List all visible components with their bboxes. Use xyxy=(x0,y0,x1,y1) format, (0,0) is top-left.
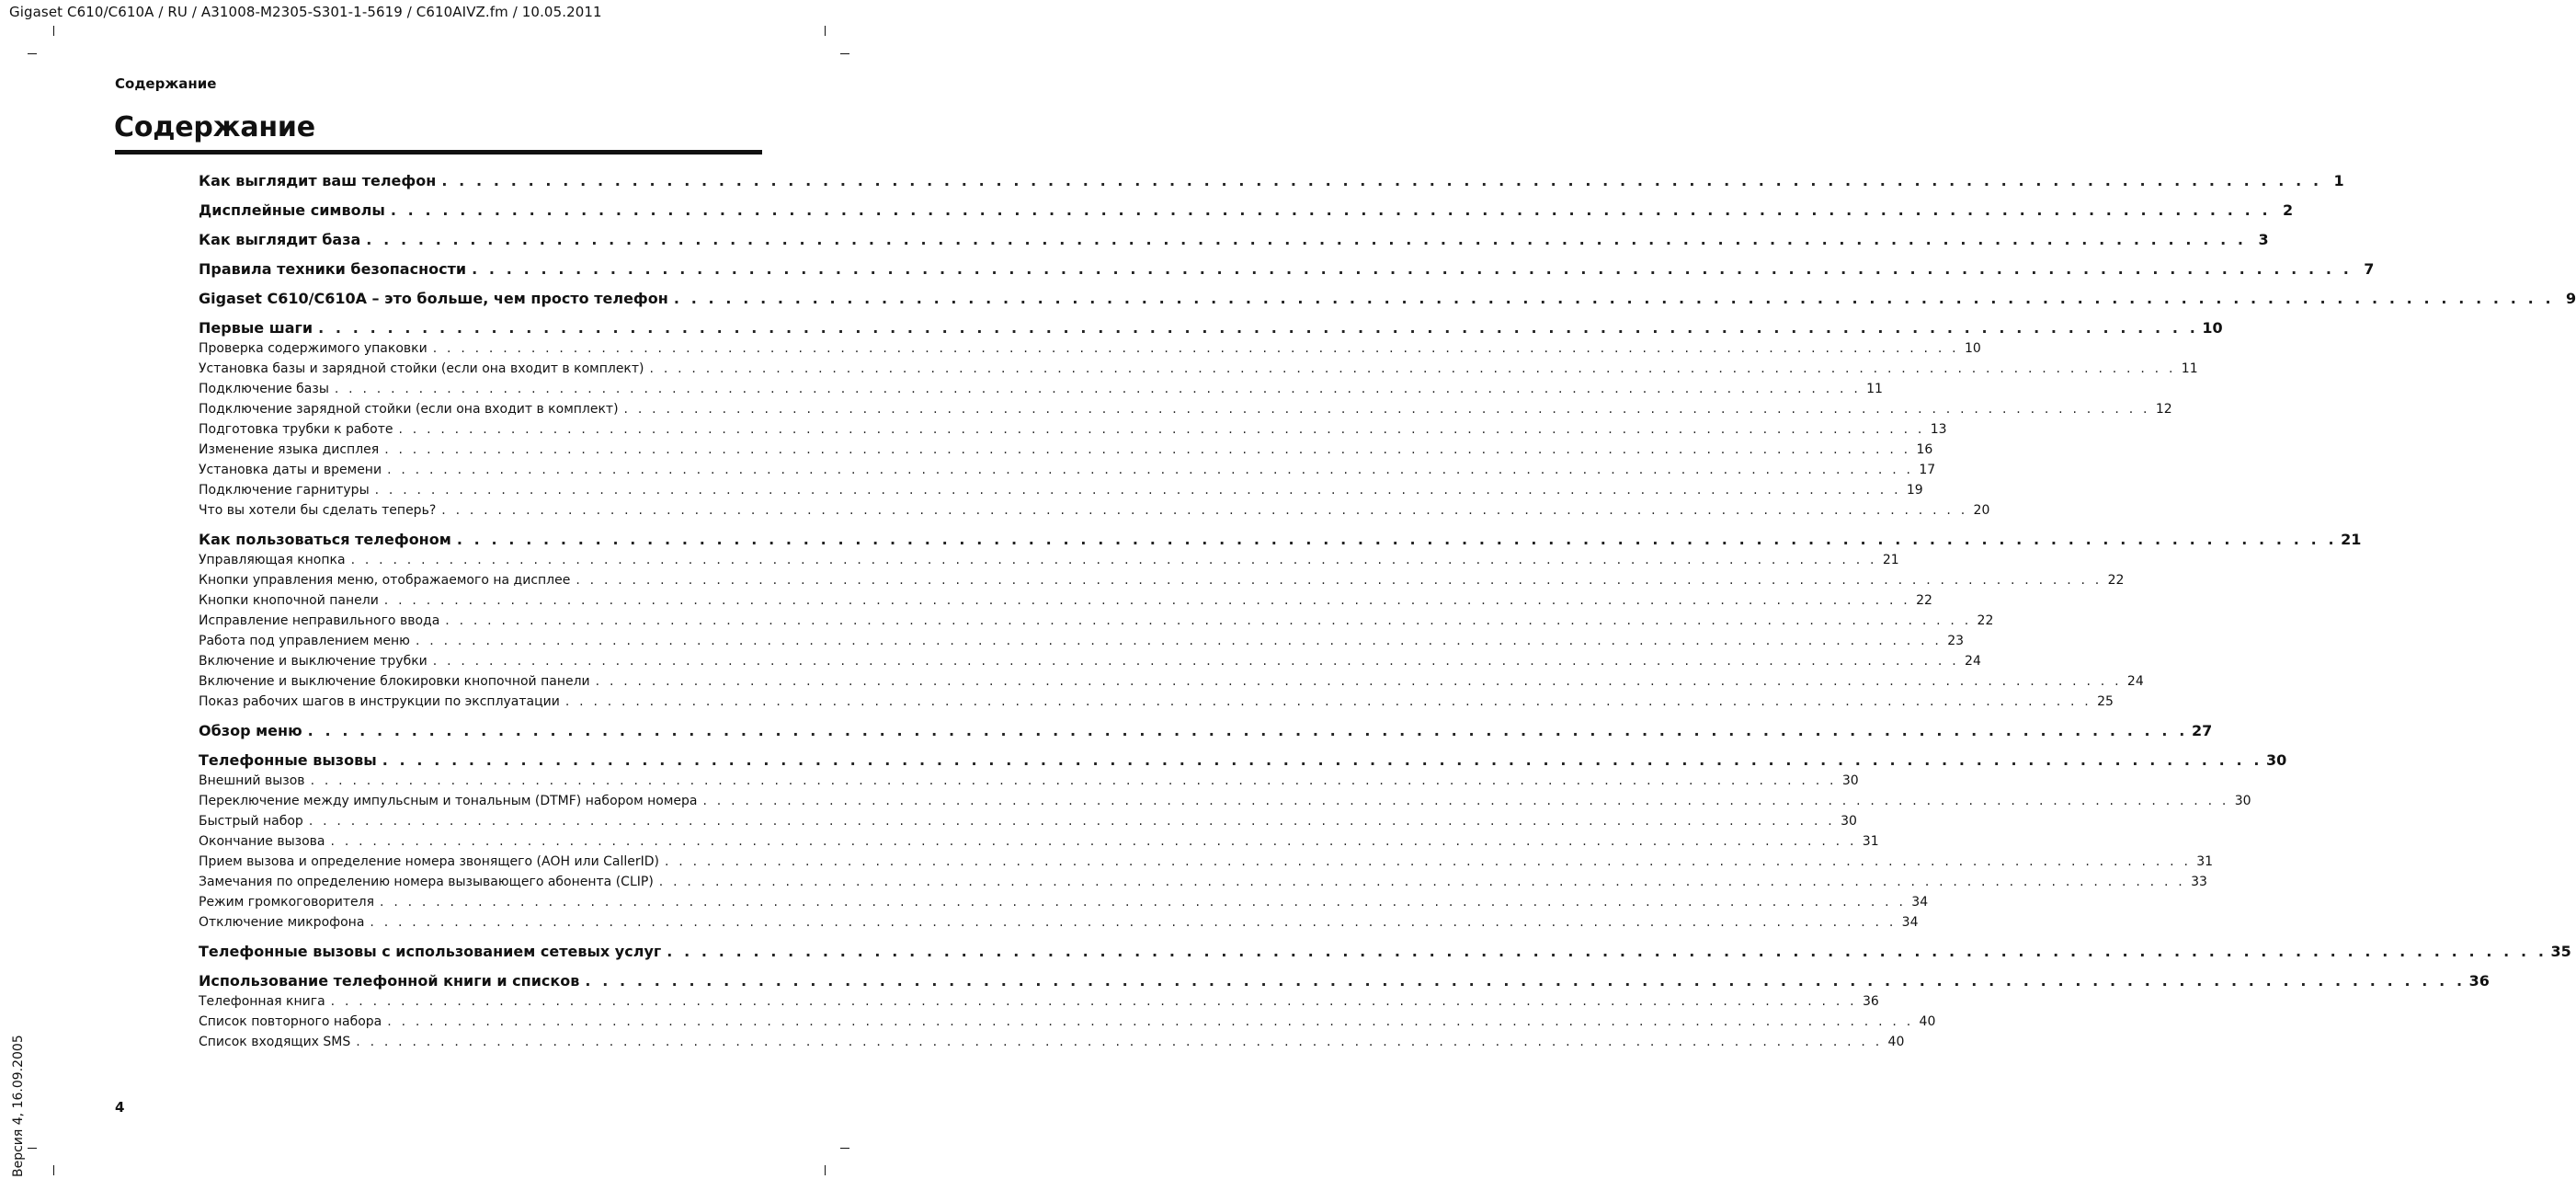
toc-section xyxy=(199,290,2576,312)
toc-entry[interactable] xyxy=(199,613,1994,634)
leader-dots: . . . . . . . . . . . . . . . . . . . . . . . . . . . . . . . . . . . . . . . . . . . . . . . . . . . . . . . . . . . . . . . . . . . . . . . . . . . . . . . . . . . . . . . . . . . . . . . . . . . . . . . . . . . . . xyxy=(387,463,1914,477)
file-info-header: Gigaset C610/C610A / RU / A31008-M2305-S301-1-5619 / C610AIVZ.fm / 10.05.2011 xyxy=(9,4,602,20)
version-stamp: Версия 4, 16.09.2005 xyxy=(11,1035,26,1177)
toc-entry-page: 24 xyxy=(1965,654,1981,669)
toc-chapter-page: 3 xyxy=(2258,231,2269,248)
leader-dots: . . . . . . . . . . . . . . . . . . . . . . . . . . . . . . . . . . . . . . . . . . . . . . . . . . . . . . . . . . . . . . . . . . . . . . . . . . . . . . . . . . . . . . . . . . . . . . . . . . . . . . . . . . . . . xyxy=(318,319,2199,337)
toc-section xyxy=(199,319,2223,523)
toc-chapter-title: Gigaset C610/C610A – это больше, чем просто телефон xyxy=(199,290,668,307)
leader-dots: . . . . . . . . . . . . . . . . . . . . . . . . . . . . . . . . . . . . . . . . . . . . . . . . . . . . . . . . . . . . . . . . . . . . . . . . . . . . . . . . . . . . . . . . . . . . . . . . . . . . . . . . . . . . . xyxy=(667,943,2548,960)
toc-entry-page: 25 xyxy=(2097,694,2114,709)
toc-chapter-page: 35 xyxy=(2550,943,2571,960)
toc-entry-page: 31 xyxy=(1862,834,1879,849)
leader-dots: . . . . . . . . . . . . . . . . . . . . . . . . . . . . . . . . . . . . . . . . . . . . . . . . . . . . . . . . . . . . . . . . . . . . . . . . . . . . . . . . . . . . . . . . . . . . . . . . . . . . . . . . . . . . . xyxy=(330,994,1857,1009)
leader-dots: . . . . . . . . . . . . . . . . . . . . . . . . . . . . . . . . . . . . . . . . . . . . . . . . . . . . . . . . . . . . . . . . . . . . . . . . . . . . . . . . . . . . . . . . . . . . . . . . . . . . . . . . . . . . . xyxy=(658,875,2185,889)
toc-entry-page: 19 xyxy=(1906,483,1923,498)
toc-entry-title: Включение и выключение трубки xyxy=(199,654,427,669)
toc-entry[interactable] xyxy=(199,442,1933,463)
toc-entry[interactable] xyxy=(199,593,1932,613)
toc-entry-page: 30 xyxy=(2234,794,2251,808)
leader-dots: . . . . . . . . . . . . . . . . . . . . . . . . . . . . . . . . . . . . . . . . . . . . . . . . . . . . . . . . . . . . . . . . . . . . . . . . . . . . . . . . . . . . . . . . . . . . . . . . . . . . . . . . . . . . . xyxy=(665,854,2192,869)
toc-entry-page: 36 xyxy=(1862,994,1879,1009)
toc-entry-title: Показ рабочих шагов в инструкции по эксплуатации xyxy=(199,694,560,709)
toc-entry-page: 12 xyxy=(2155,402,2172,417)
toc-chapter[interactable] xyxy=(199,531,2362,553)
toc-chapter[interactable] xyxy=(199,319,2223,341)
toc-entry-title: Быстрый набор xyxy=(199,814,303,829)
toc-entry[interactable] xyxy=(199,1014,1936,1035)
toc-chapter[interactable] xyxy=(199,231,2269,253)
toc-entry-title: Подключение зарядной стойки (если она входит в комплект) xyxy=(199,402,619,417)
toc-entry-page: 16 xyxy=(1916,442,1933,457)
toc-chapter-title: Телефонные вызовы xyxy=(199,751,377,769)
toc-entry[interactable] xyxy=(199,895,1929,915)
toc-entry-title: Прием вызова и определение номера звонящего (АОН или CallerID) xyxy=(199,854,659,869)
toc-entry-page: 34 xyxy=(1911,895,1929,910)
leader-dots: . . . . . . . . . . . . . . . . . . . . . . . . . . . . . . . . . . . . . . . . . . . . . . . . . . . . . . . . . . . . . . . . . . . . . . . . . . . . . . . . . . . . . . . . . . . . . . . . . . . . . . . . . . . . . xyxy=(456,531,2338,548)
leader-dots: . . . . . . . . . . . . . . . . . . . . . . . . . . . . . . . . . . . . . . . . . . . . . . . . . . . . . . . . . . . . . . . . . . . . . . . . . . . . . . . . . . . . . . . . . . . . . . . . . . . . . . . . . . . . . xyxy=(702,794,2229,808)
toc-entry[interactable] xyxy=(199,483,1923,503)
toc-entry-title: Внешний вызов xyxy=(199,773,305,788)
toc-chapter-title: Телефонные вызовы с использованием сетевых услуг xyxy=(199,943,662,960)
toc-entry[interactable] xyxy=(199,814,1857,834)
leader-dots: . . . . . . . . . . . . . . . . . . . . . . . . . . . . . . . . . . . . . . . . . . . . . . . . . . . . . . . . . . . . . . . . . . . . . . . . . . . . . . . . . . . . . . . . . . . . . . . . . . . . . . . . . . . . . xyxy=(585,972,2466,990)
leader-dots: . . . . . . . . . . . . . . . . . . . . . . . . . . . . . . . . . . . . . . . . . . . . . . . . . . . . . . . . . . . . . . . . . . . . . . . . . . . . . . . . . . . . . . . . . . . . . . . . . . . . . . . . . . . . . xyxy=(308,814,1835,829)
leader-dots: . . . . . . . . . . . . . . . . . . . . . . . . . . . . . . . . . . . . . . . . . . . . . . . . . . . . . . . . . . . . . . . . . . . . . . . . . . . . . . . . . . . . . . . . . . . . . . . . . . . . . . . . . . . . . xyxy=(415,634,1943,648)
toc-chapter[interactable] xyxy=(199,172,2344,194)
toc-entry-title: Проверка содержимого упаковки xyxy=(199,341,427,356)
toc-entry-title: Управляющая кнопка xyxy=(199,553,346,567)
toc-chapter[interactable] xyxy=(199,260,2375,282)
crop-mark xyxy=(53,26,54,36)
toc-entry[interactable] xyxy=(199,694,2114,715)
toc-entry-title: Установка базы и зарядной стойки (если она входит в комплект) xyxy=(199,361,644,376)
toc-entry[interactable] xyxy=(199,463,1936,483)
toc-entry[interactable] xyxy=(199,1035,1905,1055)
crop-mark xyxy=(840,1148,849,1149)
toc-entry-title: Подключение базы xyxy=(199,382,329,396)
toc-entry[interactable] xyxy=(199,341,1981,361)
leader-dots: . . . . . . . . . . . . . . . . . . . . . . . . . . . . . . . . . . . . . . . . . . . . . . . . . . . . . . . . . . . . . . . . . . . . . . . . . . . . . . . . . . . . . . . . . . . . . . . . . . . . . . . . . . . . . xyxy=(432,654,1959,669)
toc-entry[interactable] xyxy=(199,634,1965,654)
toc-entry-page: 34 xyxy=(1901,915,1919,930)
toc-entry-page: 22 xyxy=(1977,613,1994,628)
toc-entry[interactable] xyxy=(199,402,2172,422)
leader-dots: . . . . . . . . . . . . . . . . . . . . . . . . . . . . . . . . . . . . . . . . . . . . . . . . . . . . . . . . . . . . . . . . . . . . . . . . . . . . . . . . . . . . . . . . . . . . . . . . . . . . . . . . . . . . . xyxy=(383,593,1910,608)
toc-chapter[interactable] xyxy=(199,290,2576,312)
leader-dots: . . . . . . . . . . . . . . . . . . . . . . . . . . . . . . . . . . . . . . . . . . . . . . . . . . . . . . . . . . . . . . . . . . . . . . . . . . . . . . . . . . . . . . . . . . . . . . . . . . . . . . . . . . . . . xyxy=(356,1035,1883,1049)
toc-entry-page: 10 xyxy=(1964,341,1981,356)
leader-dots: . . . . . . . . . . . . . . . . . . . . . . . . . . . . . . . . . . . . . . . . . . . . . . . . . . . . . . . . . . . . . . . . . . . . . . . . . . . . . . . . . . . . . . . . . . . . . . . . . . . . . . . . . . . . . xyxy=(350,553,1877,567)
table-of-contents xyxy=(199,172,2576,1062)
leader-dots: . . . . . . . . . . . . . . . . . . . . . . . . . . . . . . . . . . . . . . . . . . . . . . . . . . . . . . . . . . . . . . . . . . . . . . . . . . . . . . . . . . . . . . . . . . . . . . . . . . . . . . . . . . . . . xyxy=(370,915,1897,930)
leader-dots: . . . . . . . . . . . . . . . . . . . . . . . . . . . . . . . . . . . . . . . . . . . . . . . . . . . . . . . . . . . . . . . . . . . . . . . . . . . . . . . . . . . . . . . . . . . . . . . . . . . . . . . . . . . . . xyxy=(649,361,2176,376)
leader-dots: . . . . . . . . . . . . . . . . . . . . . . . . . . . . . . . . . . . . . . . . . . . . . . . . . . . . . . . . . . . . . . . . . . . . . . . . . . . . . . . . . . . . . . . . . . . . . . . . . . . . . . . . . . . . . xyxy=(441,503,1968,518)
title-rule xyxy=(115,150,762,155)
toc-entry-title: Работа под управлением меню xyxy=(199,634,410,648)
toc-entry-title: Список повторного набора xyxy=(199,1014,382,1029)
leader-dots: . . . . . . . . . . . . . . . . . . . . . . . . . . . . . . . . . . . . . . . . . . . . . . . . . . . . . . . . . . . . . . . . . . . . . . . . . . . . . . . . . . . . . . . . . . . . . . . . . . . . . . . . . . . . . xyxy=(390,201,2272,219)
toc-chapter-title: Обзор меню xyxy=(199,722,302,739)
toc-entry[interactable] xyxy=(199,361,2198,382)
leader-dots: . . . . . . . . . . . . . . . . . . . . . . . . . . . . . . . . . . . . . . . . . . . . . . . . . . . . . . . . . . . . . . . . . . . . . . . . . . . . . . . . . . . . . . . . . . . . . . . . . . . . . . . . . . . . . xyxy=(310,773,1837,788)
toc-entry-page: 23 xyxy=(1947,634,1965,648)
crop-mark xyxy=(28,53,37,54)
toc-entry-page: 22 xyxy=(2107,573,2125,588)
toc-entry[interactable] xyxy=(199,875,2207,895)
toc-entry-title: Кнопки кнопочной панели xyxy=(199,593,379,608)
leader-dots: . . . . . . . . . . . . . . . . . . . . . . . . . . . . . . . . . . . . . . . . . . . . . . . . . . . . . . . . . . . . . . . . . . . . . . . . . . . . . . . . . . . . . . . . . . . . . . . . . . . . . . . . . . . . . xyxy=(576,573,2103,588)
crop-mark xyxy=(825,26,826,36)
toc-entry-title: Подготовка трубки к работе xyxy=(199,422,393,437)
toc-entry-page: 17 xyxy=(1919,463,1936,477)
leader-dots: . . . . . . . . . . . . . . . . . . . . . . . . . . . . . . . . . . . . . . . . . . . . . . . . . . . . . . . . . . . . . . . . . . . . . . . . . . . . . . . . . . . . . . . . . . . . . . . . . . . . . . . . . . . . . xyxy=(441,172,2322,189)
toc-entry[interactable] xyxy=(199,834,1879,854)
toc-chapter-title: Дисплейные символы xyxy=(199,201,385,219)
crop-mark xyxy=(825,1165,826,1175)
toc-entry[interactable] xyxy=(199,773,1859,794)
toc-entry[interactable] xyxy=(199,794,2251,814)
toc-section xyxy=(199,260,2375,282)
page-number: 4 xyxy=(115,1099,125,1116)
toc-chapter-page: 30 xyxy=(2266,751,2287,769)
toc-chapter-title: Как пользоваться телефоном xyxy=(199,531,451,548)
running-title: Содержание xyxy=(115,75,217,92)
leader-dots: . . . . . . . . . . . . . . . . . . . . . . . . . . . . . . . . . . . . . . . . . . . . . . . . . . . . . . . . . . . . . . . . . . . . . . . . . . . . . . . . . . . . . . . . . . . . . . . . . . . . . . . . . . . . . xyxy=(564,694,2092,709)
leader-dots: . . . . . . . . . . . . . . . . . . . . . . . . . . . . . . . . . . . . . . . . . . . . . . . . . . . . . . . . . . . . . . . . . . . . . . . . . . . . . . . . . . . . . . . . . . . . . . . . . . . . . . . . . . . . . xyxy=(374,483,1901,498)
toc-chapter-page: 21 xyxy=(2341,531,2362,548)
toc-entry-page: 40 xyxy=(1887,1035,1905,1049)
leader-dots: . . . . . . . . . . . . . . . . . . . . . . . . . . . . . . . . . . . . . . . . . . . . . . . . . . . . . . . . . . . . . . . . . . . . . . . . . . . . . . . . . . . . . . . . . . . . . . . . . . . . . . . . . . . . . xyxy=(432,341,1959,356)
toc-entry[interactable] xyxy=(199,854,2214,875)
toc-entry-title: Подключение гарнитуры xyxy=(199,483,370,498)
leader-dots: . . . . . . . . . . . . . . . . . . . . . . . . . . . . . . . . . . . . . . . . . . . . . . . . . . . . . . . . . . . . . . . . . . . . . . . . . . . . . . . . . . . . . . . . . . . . . . . . . . . . . . . . . . . . . xyxy=(384,442,1911,457)
toc-entry[interactable] xyxy=(199,994,1879,1014)
toc-entry-page: 31 xyxy=(2196,854,2214,869)
toc-entry-page: 11 xyxy=(2181,361,2198,376)
toc-chapter-page: 9 xyxy=(2566,290,2576,307)
toc-entry-title: Изменение языка дисплея xyxy=(199,442,380,457)
toc-entry[interactable] xyxy=(199,915,1919,935)
toc-section xyxy=(199,172,2344,194)
toc-entry-page: 11 xyxy=(1866,382,1883,396)
toc-entry-title: Исправление неправильного ввода xyxy=(199,613,440,628)
toc-entry-page: 13 xyxy=(1930,422,1947,437)
toc-chapter-page: 36 xyxy=(2468,972,2490,990)
toc-chapter[interactable] xyxy=(199,751,2287,773)
leader-dots: . . . . . . . . . . . . . . . . . . . . . . . . . . . . . . . . . . . . . . . . . . . . . . . . . . . . . . . . . . . . . . . . . . . . . . . . . . . . . . . . . . . . . . . . . . . . . . . . . . . . . . . . . . . . . xyxy=(330,834,1857,849)
leader-dots: . . . . . . . . . . . . . . . . . . . . . . . . . . . . . . . . . . . . . . . . . . . . . . . . . . . . . . . . . . . . . . . . . . . . . . . . . . . . . . . . . . . . . . . . . . . . . . . . . . . . . . . . . . . . . xyxy=(623,402,2150,417)
toc-chapter[interactable] xyxy=(199,972,2490,994)
toc-entry-page: 40 xyxy=(1919,1014,1936,1029)
toc-entry-title: Установка даты и времени xyxy=(199,463,382,477)
toc-entry[interactable] xyxy=(199,654,1981,674)
toc-entry[interactable] xyxy=(199,382,1883,402)
toc-chapter[interactable] xyxy=(199,722,2213,744)
toc-entry[interactable] xyxy=(199,503,1990,523)
toc-entry-page: 21 xyxy=(1882,553,1899,567)
toc-chapter-title: Правила техники безопасности xyxy=(199,260,467,278)
page-title: Содержание xyxy=(114,111,315,143)
toc-entry[interactable] xyxy=(199,573,2125,593)
toc-section xyxy=(199,722,2213,744)
toc-entry[interactable] xyxy=(199,422,1947,442)
toc-chapter-page: 7 xyxy=(2364,260,2375,278)
leader-dots: . . . . . . . . . . . . . . . . . . . . . . . . . . . . . . . . . . . . . . . . . . . . . . . . . . . . . . . . . . . . . . . . . . . . . . . . . . . . . . . . . . . . . . . . . . . . . . . . . . . . . . . . . . . . . xyxy=(380,895,1907,910)
toc-entry-page: 30 xyxy=(1841,814,1857,829)
toc-chapter-page: 1 xyxy=(2333,172,2344,189)
leader-dots: . . . . . . . . . . . . . . . . . . . . . . . . . . . . . . . . . . . . . . . . . . . . . . . . . . . . . . . . . . . . . . . . . . . . . . . . . . . . . . . . . . . . . . . . . . . . . . . . . . . . . . . . . . . . . xyxy=(472,260,2353,278)
toc-entry-title: Что вы хотели бы сделать теперь? xyxy=(199,503,437,518)
leader-dots: . . . . . . . . . . . . . . . . . . . . . . . . . . . . . . . . . . . . . . . . . . . . . . . . . . . . . . . . . . . . . . . . . . . . . . . . . . . . . . . . . . . . . . . . . . . . . . . . . . . . . . . . . . . . . xyxy=(673,290,2555,307)
leader-dots: . . . . . . . . . . . . . . . . . . . . . . . . . . . . . . . . . . . . . . . . . . . . . . . . . . . . . . . . . . . . . . . . . . . . . . . . . . . . . . . . . . . . . . . . . . . . . . . . . . . . . . . . . . . . . xyxy=(398,422,1925,437)
crop-mark xyxy=(53,1165,54,1175)
leader-dots: . . . . . . . . . . . . . . . . . . . . . . . . . . . . . . . . . . . . . . . . . . . . . . . . . . . . . . . . . . . . . . . . . . . . . . . . . . . . . . . . . . . . . . . . . . . . . . . . . . . . . . . . . . . . . xyxy=(445,613,1972,628)
leader-dots: . . . . . . . . . . . . . . . . . . . . . . . . . . . . . . . . . . . . . . . . . . . . . . . . . . . . . . . . . . . . . . . . . . . . . . . . . . . . . . . . . . . . . . . . . . . . . . . . . . . . . . . . . . . . . xyxy=(595,674,2122,689)
toc-entry-title: Отключение микрофона xyxy=(199,915,365,930)
toc-chapter-page: 10 xyxy=(2202,319,2223,337)
crop-mark xyxy=(28,1148,37,1149)
toc-entry-title: Кнопки управления меню, отображаемого на дисплее xyxy=(199,573,571,588)
toc-section xyxy=(199,201,2294,223)
toc-entry-page: 22 xyxy=(1916,593,1932,608)
toc-chapter-title: Как выглядит база xyxy=(199,231,361,248)
toc-entry-page: 24 xyxy=(2126,674,2144,689)
toc-chapter[interactable] xyxy=(199,943,2571,965)
toc-chapter-title: Первые шаги xyxy=(199,319,313,337)
toc-chapter[interactable] xyxy=(199,201,2294,223)
toc-section xyxy=(199,231,2269,253)
toc-entry-title: Список входящих SMS xyxy=(199,1035,351,1049)
toc-section xyxy=(199,531,2362,715)
toc-chapter-page: 2 xyxy=(2282,201,2294,219)
toc-section xyxy=(199,972,2490,1055)
toc-entry-title: Переключение между импульсным и тональным (DTMF) набором номера xyxy=(199,794,698,808)
leader-dots: . . . . . . . . . . . . . . . . . . . . . . . . . . . . . . . . . . . . . . . . . . . . . . . . . . . . . . . . . . . . . . . . . . . . . . . . . . . . . . . . . . . . . . . . . . . . . . . . . . . . . . . . . . . . . xyxy=(387,1014,1914,1029)
toc-chapter-page: 27 xyxy=(2191,722,2213,739)
toc-entry-title: Режим громкоговорителя xyxy=(199,895,375,910)
toc-entry[interactable] xyxy=(199,553,1899,573)
leader-dots: . . . . . . . . . . . . . . . . . . . . . . . . . . . . . . . . . . . . . . . . . . . . . . . . . . . . . . . . . . . . . . . . . . . . . . . . . . . . . . . . . . . . . . . . . . . . . . . . . . . . . . . . . . . . . xyxy=(334,382,1861,396)
toc-section xyxy=(199,943,2571,965)
toc-entry-page: 33 xyxy=(2191,875,2207,889)
toc-entry-page: 30 xyxy=(1841,773,1859,788)
toc-entry-title: Телефонная книга xyxy=(199,994,325,1009)
toc-chapter-title: Использование телефонной книги и списков xyxy=(199,972,580,990)
toc-entry[interactable] xyxy=(199,674,2144,694)
leader-dots: . . . . . . . . . . . . . . . . . . . . . . . . . . . . . . . . . . . . . . . . . . . . . . . . . . . . . . . . . . . . . . . . . . . . . . . . . . . . . . . . . . . . . . . . . . . . . . . . . . . . . . . . . . . . . xyxy=(382,751,2263,769)
toc-entry-title: Окончание вызова xyxy=(199,834,325,849)
crop-mark xyxy=(840,53,849,54)
toc-entry-title: Замечания по определению номера вызывающего абонента (CLIP) xyxy=(199,875,654,889)
leader-dots: . . . . . . . . . . . . . . . . . . . . . . . . . . . . . . . . . . . . . . . . . . . . . . . . . . . . . . . . . . . . . . . . . . . . . . . . . . . . . . . . . . . . . . . . . . . . . . . . . . . . . . . . . . . . . xyxy=(307,722,2188,739)
toc-entry-page: 20 xyxy=(1973,503,1990,518)
toc-section xyxy=(199,751,2287,935)
leader-dots: . . . . . . . . . . . . . . . . . . . . . . . . . . . . . . . . . . . . . . . . . . . . . . . . . . . . . . . . . . . . . . . . . . . . . . . . . . . . . . . . . . . . . . . . . . . . . . . . . . . . . . . . . . . . . xyxy=(366,231,2247,248)
toc-entry-title: Включение и выключение блокировки кнопочной панели xyxy=(199,674,590,689)
toc-chapter-title: Как выглядит ваш телефон xyxy=(199,172,437,189)
